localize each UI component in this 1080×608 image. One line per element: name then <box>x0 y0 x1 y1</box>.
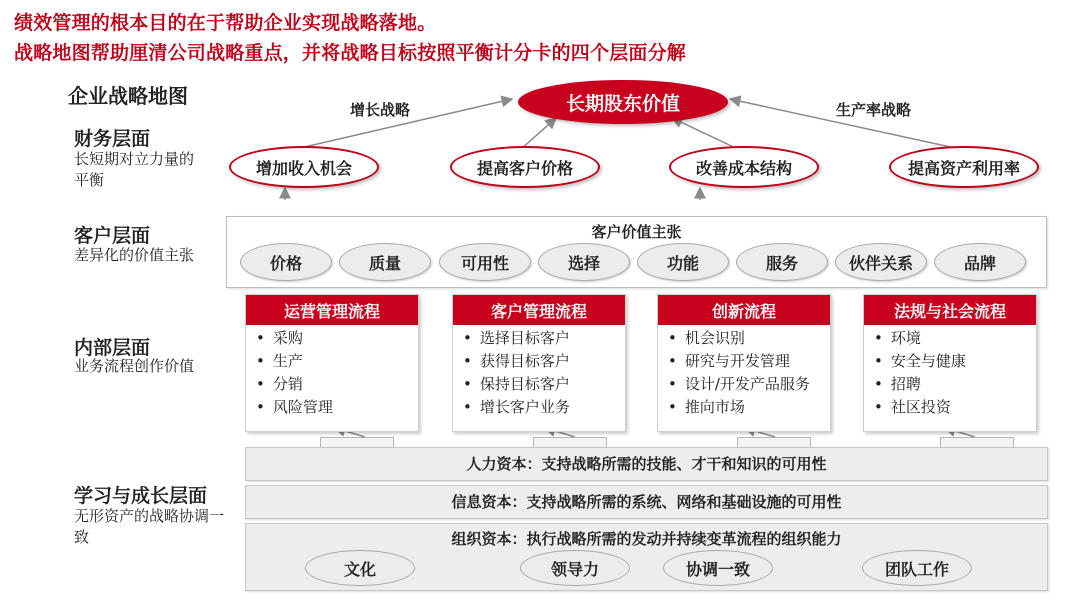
process-innovation-title: 创新流程 <box>658 295 830 325</box>
org-item-leadership: 领导力 <box>520 550 630 586</box>
customer-value-partnership: 伙伴关系 <box>835 243 927 281</box>
process-item: • 获得目标客户 <box>463 350 570 373</box>
internal-layer-title: 内部层面 <box>74 337 151 359</box>
map-title: 企业战略地图 <box>68 84 188 108</box>
customer-layer-title: 客户层面 <box>74 225 151 247</box>
org-item-teamwork: 团队工作 <box>862 550 972 586</box>
org-item-culture: 文化 <box>305 550 415 586</box>
customer-layer-desc: 差异化的价值主张 <box>74 246 195 264</box>
process-item: • 安全与健康 <box>874 350 966 373</box>
human-capital-bar: 人力资本：支持战略所需的技能、才干和知识的可用性 <box>245 447 1048 481</box>
customer-value-panel <box>226 216 1047 288</box>
process-regulatory-social <box>863 294 1037 432</box>
financial-item-revenue: 增加收入机会 <box>229 146 379 188</box>
internal-layer-desc: 业务流程创作价值 <box>74 357 195 375</box>
financial-item-cost-structure: 改善成本结构 <box>669 146 819 188</box>
process-item: • 研究与开发管理 <box>668 350 810 373</box>
process-operations-title: 运营管理流程 <box>246 295 418 325</box>
information-capital-bar: 信息资本：支持战略所需的系统、网络和基础设施的可用性 <box>245 485 1048 519</box>
process-item: • 设计/开发产品服务 <box>668 373 810 396</box>
customer-value-availability: 可用性 <box>439 243 531 281</box>
customer-value-price: 价格 <box>240 243 332 281</box>
headline-line-1: 绩效管理的根本目的在于帮助企业实现战略落地。 <box>14 12 437 34</box>
process-item: • 增长客户业务 <box>463 396 570 419</box>
productivity-arrow-1 <box>672 118 740 150</box>
financial-item-customer-price: 提高客户价格 <box>450 146 600 188</box>
productivity-strategy-label: 生产率战略 <box>836 101 912 119</box>
financial-layer-title: 财务层面 <box>74 128 151 150</box>
process-item: • 风险管理 <box>256 396 333 419</box>
customer-value-quality: 质量 <box>339 243 431 281</box>
process-item: • 生产 <box>256 350 333 373</box>
process-customer-management-title: 客户管理流程 <box>453 295 625 325</box>
process-item: • 社区投资 <box>874 396 966 419</box>
process-item: • 招聘 <box>874 373 966 396</box>
long-term-shareholder-value: 长期股东价值 <box>518 80 728 124</box>
process-item: • 环境 <box>874 327 966 350</box>
process-item: • 保持目标客户 <box>463 373 570 396</box>
process-regulatory-social-title: 法规与社会流程 <box>864 295 1036 325</box>
process-item: • 推向市场 <box>668 396 810 419</box>
process-customer-management <box>452 294 626 432</box>
customer-value-selection: 选择 <box>538 243 630 281</box>
customer-value-brand: 品牌 <box>934 243 1026 281</box>
learning-layer-title: 学习与成长层面 <box>74 485 208 507</box>
process-operations <box>245 294 419 432</box>
process-item: • 选择目标客户 <box>463 327 570 350</box>
financial-item-asset-utilization: 提高资产利用率 <box>889 146 1039 188</box>
customer-value-service: 服务 <box>736 243 828 281</box>
learning-layer-desc: 无形资产的战略协调一致 <box>74 507 225 546</box>
process-item: • 机会识别 <box>668 327 810 350</box>
headline-line-2: 战略地图帮助厘清公司战略重点，并将战略目标按照平衡计分卡的四个层面分解 <box>14 42 687 64</box>
customer-value-title: 客户价值主张 <box>591 223 682 241</box>
process-item: • 分销 <box>256 373 333 396</box>
growth-strategy-label: 增长战略 <box>350 101 411 119</box>
financial-layer-desc: 长短期对立力量的平衡 <box>74 150 195 189</box>
process-innovation <box>657 294 831 432</box>
org-item-alignment: 协调一致 <box>663 550 773 586</box>
process-item: • 采购 <box>256 327 333 350</box>
customer-value-function: 功能 <box>637 243 729 281</box>
organization-capital-label: 组织资本：执行战略所需的发动并持续变革流程的组织能力 <box>451 530 842 548</box>
